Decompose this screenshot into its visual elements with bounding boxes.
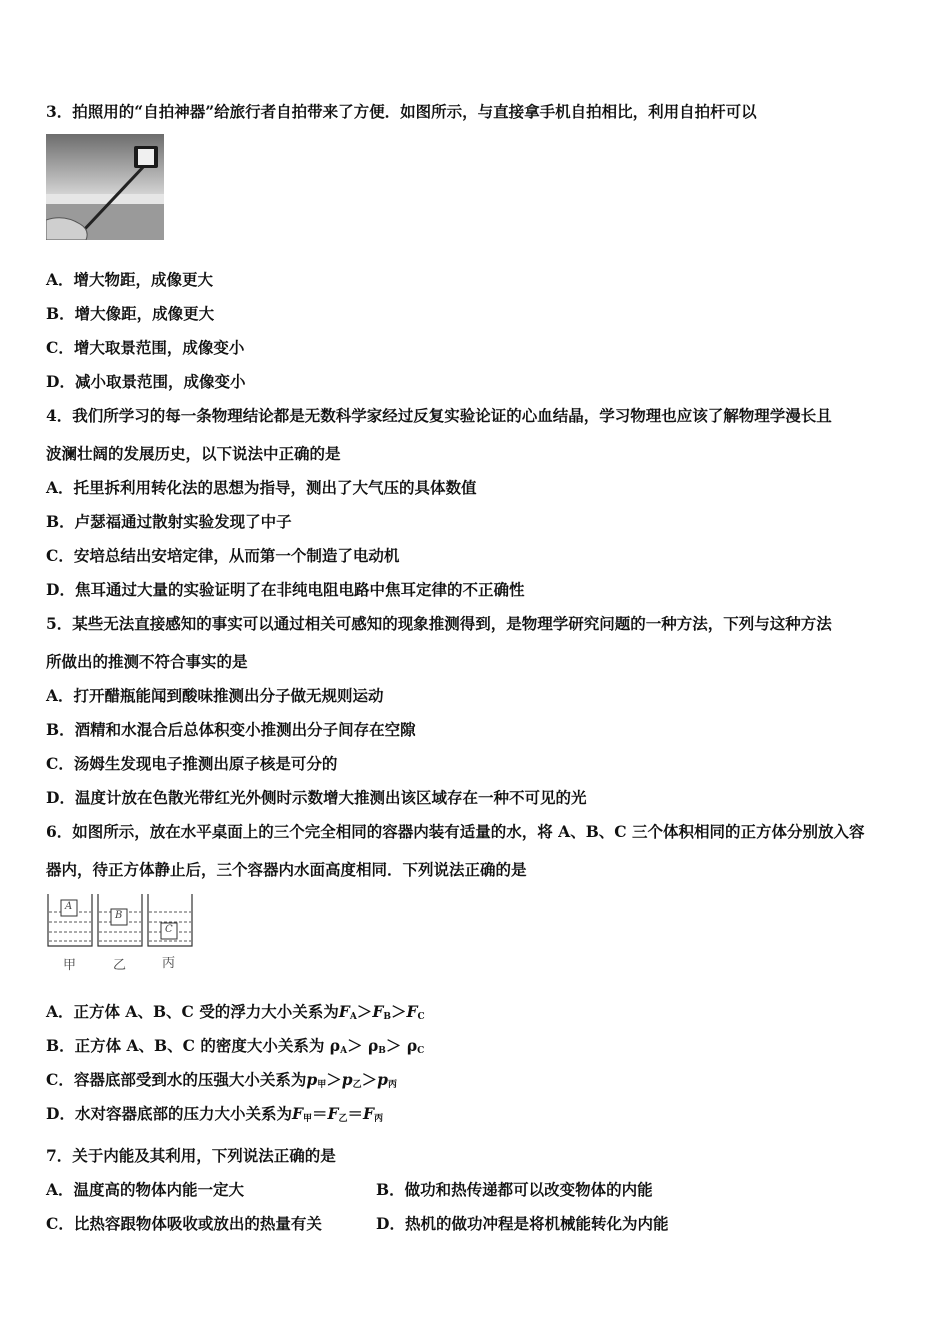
q5-option-a: A．打开醋瓶能闻到酸味推测出分子做无规则运动 bbox=[46, 686, 384, 705]
q5-option-d: D．温度计放在色散光带红光外侧时示数增大推测出该区域存在一种不可见的光 bbox=[46, 788, 587, 807]
block-b-label: B bbox=[115, 910, 123, 921]
q6-option-d: D．水对容器底部的压力大小关系为$F_甲=F_乙=F_丙$ bbox=[46, 1104, 384, 1124]
q4-option-d: D．焦耳通过大量的实验证明了在非纯电阻电路中焦耳定律的不正确性 bbox=[46, 580, 525, 599]
q3-stem: 3．拍照用的“自拍神器”给旅行者自拍带来了方便．如图所示，与直接拿手机自拍相比，利用自拍杆可以 bbox=[46, 102, 757, 121]
q7-option-b: B．做功和热传递都可以改变物体的内能 bbox=[376, 1180, 653, 1199]
q4-option-b: B．卢瑟福通过散射实验发现了中子 bbox=[46, 512, 292, 531]
q4-stem-line1: 4．我们所学习的每一条物理结论都是无数科学家经过反复实验论证的心血结晶，学习物理也应该了解物理学漫长且 bbox=[46, 406, 832, 425]
q6-option-b: B．正方体 A、B、C 的密度大小关系为 $\rho_A> \rho_B> \rho_C$ bbox=[46, 1036, 425, 1056]
containers-figure bbox=[46, 892, 196, 974]
q6-stem-line1: 6．如图所示，放在水平桌面上的三个完全相同的容器内装有适量的水，将 A、B、C 三个体积相同的正方体分别放入容 bbox=[46, 822, 865, 841]
caption-jia: 甲 bbox=[63, 958, 77, 973]
block-a-label: A bbox=[65, 901, 73, 912]
q4-option-c: C．安培总结出安培定律，从而第一个制造了电动机 bbox=[46, 546, 400, 565]
caption-yi: 乙 bbox=[113, 958, 127, 973]
q6-option-c: C．容器底部受到水的压强大小关系为$p_甲>p_乙>p_丙$ bbox=[46, 1070, 397, 1090]
q4-stem-line2: 波澜壮阔的发展历史，以下说法中正确的是 bbox=[46, 444, 341, 463]
q5-stem-line1: 5．某些无法直接感知的事实可以通过相关可感知的现象推测得到，是物理学研究问题的一种方法，下列与这种方法 bbox=[46, 614, 832, 633]
q3-option-d: D．减小取景范围，成像变小 bbox=[46, 372, 246, 391]
q5-option-b: B．酒精和水混合后总体积变小推测出分子间存在空隙 bbox=[46, 720, 416, 739]
q7-stem: 7．关于内能及其利用，下列说法正确的是 bbox=[46, 1146, 336, 1165]
q5-stem-line2: 所做出的推测不符合事实的是 bbox=[46, 652, 248, 671]
q6-option-a: A．正方体 A、B、C 受的浮力大小关系为$F_A>F_B>F_C$ bbox=[46, 1002, 425, 1022]
q4-option-a: A．托里拆利用转化法的思想为指导，测出了大气压的具体数值 bbox=[46, 478, 477, 497]
q6-stem-line2: 器内，待正方体静止后，三个容器内水面高度相同．下列说法正确的是 bbox=[46, 860, 527, 879]
q7-option-d: D．热机的做功冲程是将机械能转化为内能 bbox=[376, 1214, 669, 1233]
container-bing bbox=[148, 894, 192, 946]
q7-option-c: C．比热容跟物体吸收或放出的热量有关 bbox=[46, 1214, 322, 1233]
block-c-label: C bbox=[165, 924, 173, 935]
selfie-stick-photo bbox=[46, 134, 164, 240]
q3-option-b: B．增大像距，成像更大 bbox=[46, 304, 215, 323]
q3-option-a: A．增大物距，成像更大 bbox=[46, 270, 214, 289]
q3-option-c: C．增大取景范围，成像变小 bbox=[46, 338, 245, 357]
q7-option-a: A．温度高的物体内能一定大 bbox=[46, 1180, 245, 1199]
caption-bing: 丙 bbox=[162, 956, 176, 971]
q5-option-c: C．汤姆生发现电子推测出原子核是可分的 bbox=[46, 754, 338, 773]
